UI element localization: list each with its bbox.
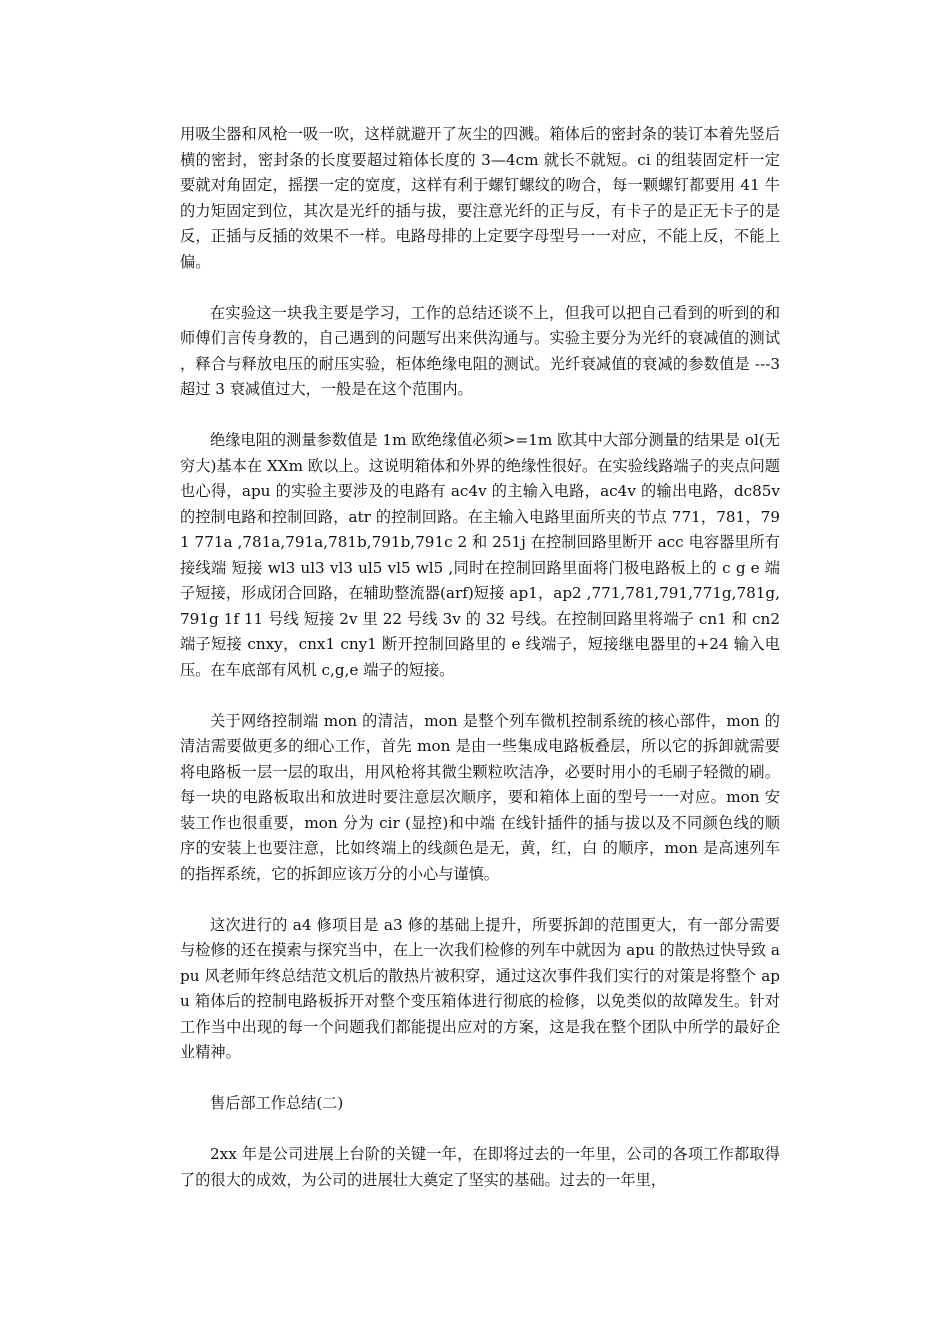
section-heading: 售后部工作总结(二) [210, 1094, 344, 1112]
paragraph-closing: 2xx 年是公司进展上台阶的关键一年，在即将过去的一年里，公司的各项工作都取得了的很大的成效，为公司的进展壮大奠定了坚实的基础。过去的一年里， [180, 1145, 780, 1189]
paragraph-assembly: 用吸尘器和风枪一吸一吹，这样就避开了灰尘的四溅。箱体后的密封条的装订本着先竖后横的密封，密封条的长度要超过箱体长度的 3—4cm 就长不就短。ci 的组装固定杆一定要就对角固定，摇摆一定的宽度，这样有利于螺钉螺纹的吻合，每一颗螺钉都要用 41 牛的力矩固定到位，其次是光纤的插与拔，要注意光纤的正与反，有卡子的是正无卡子的是反，正插与反插的效果不一样。电路母排的上定要字母型号一一对应，不能上反，不能上偏。 [180, 125, 780, 271]
paragraph-insulation: 绝缘电阻的测量参数值是 1m 欧绝缘值必须>=1m 欧其中大部分测量的结果是 ol(无穷大)基本在 XXm 欧以上。这说明箱体和外界的绝缘性很好。在实验线路端子的夹点问题也心得，apu 的实验主要涉及的电路有 ac4v 的主输入电路，ac4v 的输出电路，dc85v 的控制电路和控制回路，atr 的控制回路。在主输入电路里面所夹的节点 771，781，791 771a ,781a,791a,781b,791b,791c 2 和 251j 在控制回路里断开 acc 电容器里所有接线端 短接 wl3 ul3 vl3 ul5 vl5 wl5 ,同时在控制回路里面将门极电路板上的 c g e 端子短接，形成闭合回路，在辅助整流器(arf)短接 ap1，ap2 ,771,781,791,771g,781g,791g 1f 11 号线 短接 2v 里 22 号线 3v 的 32 号线。在控制回路里将端子 cn1 和 cn2 端子短接 cnxy，cnx1 cny1 断开控制回路里的 e 线端子，短接继电器里的+24 输入电压。在车底部有风机 c,g,e 端子的短接。 [180, 431, 780, 679]
paragraph-experiment: 在实验这一块我主要是学习，工作的总结还谈不上，但我可以把自己看到的听到的和师傅们言传身教的，自己遇到的问题写出来供沟通与。实验主要分为光纤的衰减值的测试 ，释合与释放电压的耐压实验，柜体绝缘电阻的测试。光纤衰减值的衰减的参数值是 ---3 超过 3 衰减值过大，一般是在这个范围内。 [180, 303, 780, 398]
document-body [180, 122, 780, 1219]
paragraph-mon-cleaning: 关于网络控制端 mon 的清洁，mon 是整个列车微机控制系统的核心部件，mon 的清洁需要做更多的细心工作，首先 mon 是由一些集成电路板叠层，所以它的拆卸就需要将电路板一层一层的取出，用风枪将其微尘颗粒吹洁净，必要时用小的毛刷子轻微的刷。每一块的电路板取出和放进时要注意层次顺序，要和箱体上面的型号一一对应。mon 安装工作也很重要，mon 分为 cir (显控)和中端 在线针插件的插与拔以及不同颜色线的顺序的安装上也要注意，比如终端上的线颜色是无，黄，红，白 的顺序，mon 是高速列车的指挥系统，它的拆卸应该万分的小心与谨慎。 [180, 711, 780, 883]
paragraph-a4-repair: 这次进行的 a4 修项目是 a3 修的基础上提升，所要拆卸的范围更大，有一部分需要与检修的还在摸索与探究当中，在上一次我们检修的列车中就因为 apu 的散热过快导致 apu 风老师年终总结范文机后的散热片被积穿，通过这次事件我们实行的对策是将整个 apu 箱体后的控制电路板拆开对整个变压箱体进行彻底的检修，以免类似的故障发生。针对工作当中出现的每一个问题我们都能提出应对的方案，这是我在整个团队中所学的最好企业精神。 [180, 915, 780, 1061]
